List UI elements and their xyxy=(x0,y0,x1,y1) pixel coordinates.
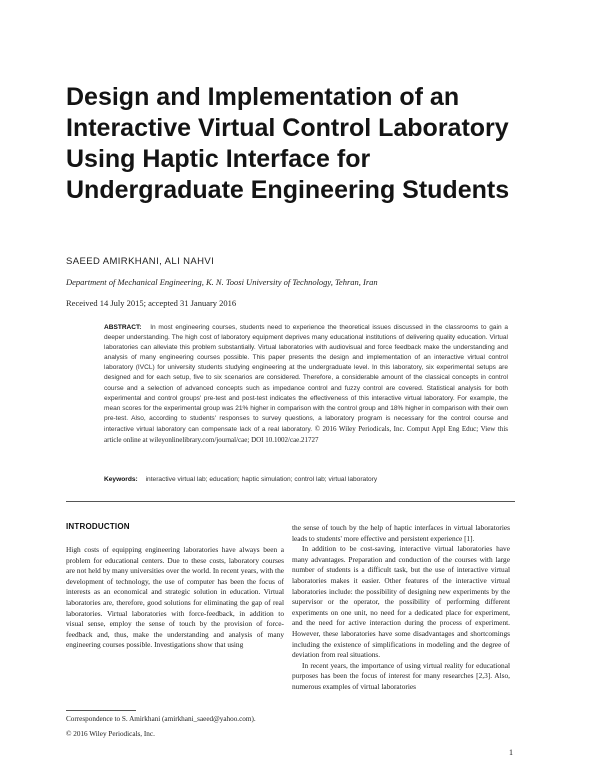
body-paragraph: In addition to be cost-saving, interactive virtual laboratories have many advantages. Preparation and conduction of the courses with large number of students is a difficult task, but the use of interactive virtual laboratories makes it easier. Other features of the interactive virtual laboratories include: the possibility of designing new experiments by the supervisor or the operator, the possibility of performing different experiments on one unit, no need for a dedicated place for experiment, and the need for active interaction during the process of experiment. However, these laboratories have some disadvantages and shortcomings including the existence of simplifications in modeling and the degree of deviation from real situations. xyxy=(292,544,510,660)
body-column-right xyxy=(292,523,510,693)
footnote-divider xyxy=(66,710,136,711)
keywords-text: interactive virtual lab; education; haptic simulation; control lab; virtual laboratory xyxy=(145,476,378,483)
page-number: 1 xyxy=(509,748,513,757)
article-title: Design and Implementation of an Interactive Virtual Control Laboratory Using Haptic Interface for Undergraduate Engineering Students xyxy=(66,83,510,204)
received-dates: Received 14 July 2015; accepted 31 January 2016 xyxy=(66,298,237,308)
body-paragraph: High costs of equipping engineering laboratories have always been a problem for educational centers. Due to these costs, laboratory courses are not held by many universities over the world. In recent years, with the development of technology, the use of computer has been the focus of interests as an economical and strategic solution in education. Virtual laboratories are, therefore, good solutions for eliminating the gap of real laboratories. Virtual laboratories with force-feedback, in addition to visual sense, employ the sense of touch by the provision of force-feedback and, thus, make the understanding and analysis of many engineering courses possible. Investigations show that using xyxy=(66,545,284,650)
body-column-left xyxy=(66,545,284,651)
section-heading-introduction: INTRODUCTION xyxy=(66,522,130,531)
author-affiliation: Department of Mechanical Engineering, K. N. Toosi University of Technology, Tehran, Iran xyxy=(66,277,378,287)
author-names: SAEED AMIRKHANI, ALI NAHVI xyxy=(66,256,215,267)
keywords-block xyxy=(104,476,508,483)
copyright-footnote: © 2016 Wiley Periodicals, Inc. xyxy=(66,730,155,738)
keywords-label: Keywords: xyxy=(104,476,138,483)
section-divider xyxy=(66,501,515,502)
body-paragraph: In recent years, the importance of using virtual reality for educational purposes has been the focus of interest for many researches [2,3]. Also, numerous examples of virtual laboratories xyxy=(292,660,510,691)
abstract-text: In most engineering courses, students need to experience the theoretical issues discussed in the classrooms to gain a deeper understanding. The high cost of laboratory equipment deprives many educational institutions of delivering quality education. Virtual laboratories can alleviate this problem substantially. Virtual laboratories with audiovisual and force feedback make the understanding and analysis of many engineering courses possible. This paper presents the design and implementation of an interactive virtual control laboratory (IVCL) for university students studying engineering at the undergraduate level. In this laboratory, six experimental setups are designed and for each setup, five to six scenarios are considered. Therefore, a considerable amount of the classical concepts in control course and a selection of advanced concepts such as impedance control and fuzzy control are covered. Statistical analysis for both experimental and control groups' pre-test and post-test indicates the effectiveness of this interactive virtual laboratory. For example, the mean scores for the experimental group was 21% higher in comparison with the control group and 18% higher in comparison with their own pre-test. Also, according to students' responses to survey questions, a laboratory program is necessary for the control course and interactive virtual laboratory can compensate lack of a real laboratory. xyxy=(104,324,508,433)
abstract-label: ABSTRACT: xyxy=(104,324,142,331)
abstract-block xyxy=(104,323,508,446)
body-paragraph: the sense of touch by the help of haptic interfaces in virtual laboratories leads to students' more effective and persistent experience [1]. xyxy=(292,523,510,543)
correspondence-footnote: Correspondence to S. Amirkhani (amirkhani_saeed@yahoo.com). xyxy=(66,715,256,723)
abstract-citation: © 2016 Wiley Periodicals, Inc. Comput Appl Eng Educ; View this article online at wileyonlinelibrary.com/journal/cae; DOI 10.1002/cae.21727 xyxy=(104,424,508,445)
